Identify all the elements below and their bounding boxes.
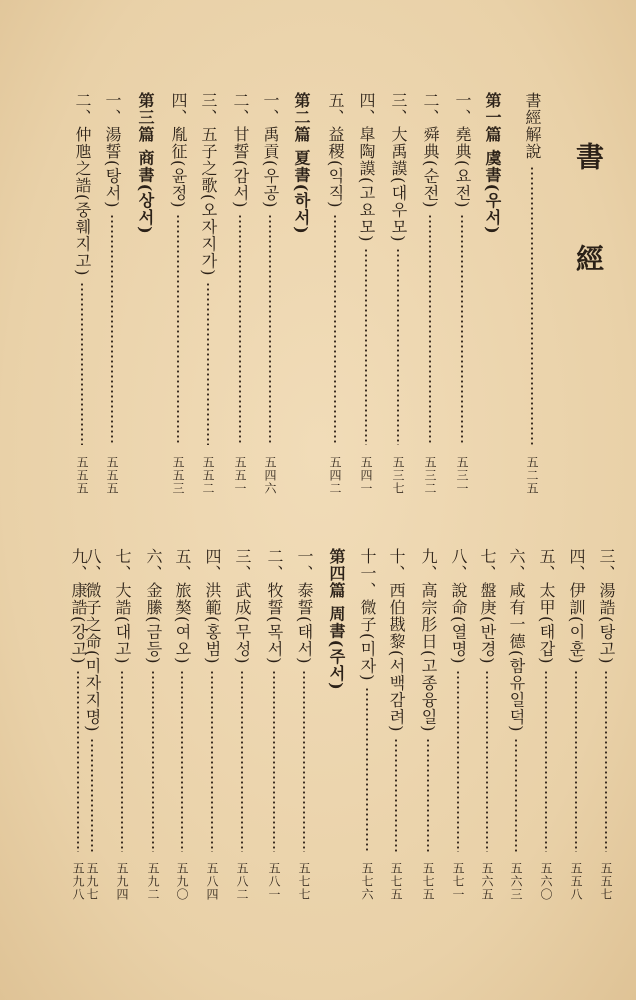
- dot-leader: [111, 214, 113, 445]
- toc-entry: [356, 548, 378, 681]
- page-number: 五六五: [480, 862, 494, 901]
- page-number: 五五三: [171, 456, 185, 495]
- page-number: 五五七: [599, 862, 613, 901]
- toc-entry: [231, 548, 253, 664]
- dot-leader: [545, 670, 547, 852]
- toc-entry: [229, 92, 251, 208]
- entry-title: 八、說命(열명): [449, 548, 468, 665]
- entry-title: 第一篇 虞書(우서): [483, 92, 502, 235]
- toc-entry: [111, 548, 133, 664]
- dot-leader: [365, 248, 367, 445]
- dot-leader: [429, 214, 431, 445]
- page-number: 五八四: [205, 862, 219, 901]
- entry-title: 三、大禹謨(대우모): [389, 92, 408, 243]
- entry-title: 二、舜典(순전): [421, 92, 440, 209]
- entry-title: 一、禹貢(우공): [261, 92, 280, 209]
- toc-entry: [101, 92, 123, 208]
- section-heading: [325, 548, 347, 691]
- toc-entry: [419, 92, 441, 208]
- toc-entry: [293, 548, 315, 664]
- toc-entry: [201, 548, 223, 664]
- entry-title: 五、益稷(익직): [326, 92, 345, 209]
- entry-title: 第三篇 商書(상서): [136, 92, 155, 235]
- dot-leader: [575, 670, 577, 852]
- dot-leader: [241, 670, 243, 852]
- section-heading: [290, 92, 312, 235]
- dot-leader: [366, 687, 368, 852]
- page-number: 五五五: [105, 456, 119, 495]
- dot-leader: [397, 248, 399, 445]
- toc-entry: [565, 548, 587, 664]
- page-number: 五八二: [235, 862, 249, 901]
- dot-leader: [605, 670, 607, 852]
- toc-entry: [67, 548, 89, 664]
- toc-entry: [476, 548, 498, 664]
- page-number: 五九二: [146, 862, 160, 901]
- dot-leader: [395, 738, 397, 852]
- dot-leader: [457, 670, 459, 852]
- page-number: 五九七: [85, 862, 99, 901]
- page-number: 五五一: [233, 456, 247, 495]
- entry-title: 第四篇 周書(주서): [327, 548, 346, 691]
- page-number: 五六〇: [539, 862, 553, 901]
- dot-leader: [515, 738, 517, 852]
- page-number: 五七六: [360, 862, 374, 901]
- entry-title: 書經解說: [523, 92, 542, 160]
- entry-title: 三、五子之歌(오자지가): [199, 92, 218, 277]
- page-number: 五三一: [455, 456, 469, 495]
- page-number: 五三二: [423, 456, 437, 495]
- entry-title: 十一、微子(미자): [358, 548, 377, 682]
- entry-title: 九、高宗肜日(고종융일): [419, 548, 438, 733]
- page-number: 五九〇: [175, 862, 189, 901]
- entry-title: 一、泰誓(태서): [295, 548, 314, 665]
- toc-entry: [595, 548, 617, 664]
- entry-title: 七、盤庚(반경): [478, 548, 497, 665]
- page-number: 五七五: [421, 862, 435, 901]
- page-number: 五六三: [509, 862, 523, 901]
- toc-entry: [259, 92, 281, 208]
- toc-entry: [535, 548, 557, 664]
- page-number: 五五五: [75, 456, 89, 495]
- dot-leader: [303, 670, 305, 852]
- entry-title: 二、牧誓(목서): [265, 548, 284, 665]
- page-number: 五五八: [569, 862, 583, 901]
- toc-entry: [385, 548, 407, 732]
- entry-title: 四、洪範(홍범): [203, 548, 222, 665]
- page-number: 五四一: [359, 456, 373, 495]
- entry-title: 三、武成(무성): [233, 548, 252, 665]
- dot-leader: [486, 670, 488, 852]
- entry-title: 八、微子之命(미자지명): [83, 548, 102, 733]
- section-heading: [134, 92, 156, 235]
- toc-entry: [521, 92, 543, 160]
- entry-title: 二、仲虺之誥(중훼지고): [73, 92, 92, 277]
- dot-leader: [239, 214, 241, 445]
- entry-title: 五、旅獒(여오): [173, 548, 192, 665]
- page-number: 五四六: [263, 456, 277, 495]
- toc-entry: [171, 548, 193, 664]
- entry-title: 六、金縢(금등): [144, 548, 163, 665]
- dot-leader: [91, 738, 93, 852]
- dot-leader: [181, 670, 183, 852]
- entry-title: 四、皐陶謨(고요모): [357, 92, 376, 243]
- page-number: 五九四: [115, 862, 129, 901]
- dot-leader: [531, 166, 533, 445]
- entry-title: 十、西伯戡黎(서백감려): [387, 548, 406, 733]
- page-number: 五五二: [201, 456, 215, 495]
- dot-leader: [207, 282, 209, 445]
- dot-leader: [81, 282, 83, 445]
- page-number: 五七七: [297, 862, 311, 901]
- dot-leader: [77, 670, 79, 852]
- toc-entry: [505, 548, 527, 732]
- entry-title: 四、伊訓(이훈): [567, 548, 586, 665]
- toc-entry: [417, 548, 439, 732]
- toc-entry: [71, 92, 93, 276]
- page-number: 五八一: [267, 862, 281, 901]
- toc-entry: [324, 92, 346, 208]
- page-title: 書 經: [572, 142, 605, 304]
- page-number: 五九八: [71, 862, 85, 901]
- dot-leader: [334, 214, 336, 445]
- toc-entry: [142, 548, 164, 664]
- page-number: 五七一: [451, 862, 465, 901]
- entry-title: 二、甘誓(감서): [231, 92, 250, 209]
- toc-entry: [355, 92, 377, 242]
- entry-title: 五、太甲(태갑): [537, 548, 556, 665]
- dot-leader: [461, 214, 463, 445]
- page-number: 五四二: [328, 456, 342, 495]
- page-number: 五三七: [391, 456, 405, 495]
- toc-entry: [263, 548, 285, 664]
- page-number: 五七五: [389, 862, 403, 901]
- entry-title: 第二篇 夏書(하서): [292, 92, 311, 235]
- entry-title: 六、咸有一德(함유일덕): [507, 548, 526, 733]
- dot-leader: [177, 214, 179, 445]
- toc-entry: [451, 92, 473, 208]
- section-heading: [481, 92, 503, 235]
- toc-entry: [387, 92, 409, 242]
- dot-leader: [121, 670, 123, 852]
- entry-title: 一、湯誓(탕서): [103, 92, 122, 209]
- entry-title: 四、胤征(윤정): [169, 92, 188, 209]
- dot-leader: [427, 738, 429, 852]
- dot-leader: [273, 670, 275, 852]
- dot-leader: [211, 670, 213, 852]
- dot-leader: [152, 670, 154, 852]
- dot-leader: [269, 214, 271, 445]
- toc-entry: [447, 548, 469, 664]
- entry-title: 一、堯典(요전): [453, 92, 472, 209]
- page-number: 五二五: [525, 456, 539, 495]
- toc-entry: [197, 92, 219, 276]
- entry-title: 七、大誥(대고): [113, 548, 132, 665]
- entry-title: 三、湯誥(탕고): [597, 548, 616, 665]
- entry-title: 九、康誥(강고): [69, 548, 88, 665]
- toc-entry: [167, 92, 189, 208]
